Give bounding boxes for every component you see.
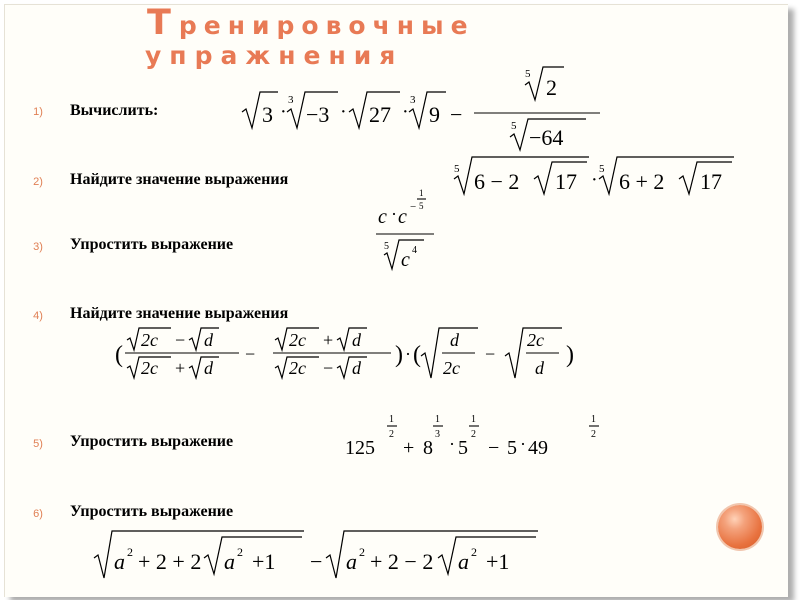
svg-text:6 + 2: 6 + 2: [619, 169, 665, 194]
svg-text:2: 2: [237, 545, 243, 559]
slide-title-line-2: упражнения: [145, 41, 404, 70]
task-number-2: 2): [33, 176, 43, 188]
svg-text:a: a: [114, 549, 125, 574]
svg-text:2c: 2c: [289, 358, 306, 378]
svg-text:c: c: [398, 206, 407, 228]
svg-text:−: −: [410, 201, 417, 213]
svg-text:2c: 2c: [141, 330, 158, 350]
svg-text:d: d: [352, 330, 361, 350]
svg-text:·: ·: [591, 169, 598, 191]
svg-text:−: −: [485, 344, 496, 364]
svg-text:+1: +1: [486, 549, 510, 574]
svg-text:d: d: [450, 330, 459, 350]
svg-text:(: (: [413, 342, 421, 368]
svg-text:): ): [395, 342, 403, 368]
svg-text:·: ·: [340, 101, 347, 123]
title-rest: ренировочные: [178, 11, 475, 40]
svg-text:49: 49: [528, 437, 548, 459]
svg-text:−: −: [310, 549, 323, 574]
task-number-6: 6): [33, 508, 43, 520]
svg-text:c: c: [401, 249, 410, 271]
task-label-3: Упростить выражение: [70, 236, 234, 253]
svg-text:3: 3: [262, 102, 273, 127]
svg-text:+: +: [175, 358, 186, 378]
svg-text:3: 3: [435, 429, 440, 440]
formula-6: [92, 528, 572, 583]
svg-text:+: +: [403, 437, 415, 459]
task-number-1: 1): [33, 106, 43, 118]
svg-text:1: 1: [471, 414, 476, 425]
svg-text:17: 17: [700, 169, 722, 194]
svg-text:2c: 2c: [289, 330, 306, 350]
svg-text:·: ·: [402, 101, 409, 123]
svg-text:5: 5: [384, 241, 389, 252]
svg-text:1: 1: [435, 414, 440, 425]
svg-text:−: −: [323, 358, 334, 378]
svg-text:5: 5: [507, 437, 517, 459]
svg-text:17: 17: [555, 169, 577, 194]
svg-text:2: 2: [389, 429, 394, 440]
svg-text:2: 2: [471, 429, 476, 440]
decorative-orb: [718, 505, 762, 549]
svg-text:a: a: [224, 549, 235, 574]
svg-text:−: −: [245, 344, 256, 364]
svg-text:1: 1: [389, 414, 394, 425]
svg-text:d: d: [204, 358, 213, 378]
svg-text:c: c: [378, 206, 387, 228]
svg-text:3: 3: [410, 94, 416, 106]
svg-text:d: d: [352, 358, 361, 378]
svg-text:2: 2: [359, 545, 365, 559]
formula-3: [374, 186, 444, 271]
svg-text:a: a: [346, 549, 357, 574]
svg-text:2: 2: [127, 545, 133, 559]
svg-text:−64: −64: [529, 125, 564, 150]
formula-4: [115, 326, 585, 381]
svg-text:+ 2 − 2: + 2 − 2: [370, 549, 434, 574]
svg-text:): ): [566, 342, 574, 368]
svg-text:1: 1: [591, 414, 596, 425]
svg-text:125: 125: [345, 437, 375, 459]
svg-text:6 − 2: 6 − 2: [474, 169, 520, 194]
task-label-4: Найдите значение выражения: [70, 305, 289, 322]
svg-text:5: 5: [511, 120, 517, 132]
svg-text:2: 2: [471, 545, 477, 559]
svg-text:−3: −3: [306, 102, 330, 127]
svg-text:1: 1: [419, 188, 424, 198]
svg-text:−: −: [175, 330, 186, 350]
svg-text:9: 9: [429, 102, 440, 127]
svg-text:4: 4: [412, 245, 417, 256]
svg-text:·: ·: [449, 434, 455, 454]
svg-text:5: 5: [419, 201, 424, 211]
slide-title-line-1: [147, 3, 475, 43]
formula-5: [345, 410, 615, 460]
task-label-1: Вычислить:: [70, 102, 159, 119]
svg-text:+: +: [323, 330, 334, 350]
svg-text:5: 5: [525, 68, 531, 80]
svg-text:2: 2: [591, 429, 596, 440]
svg-text:2c: 2c: [443, 358, 460, 378]
svg-text:5: 5: [454, 163, 460, 175]
svg-text:−: −: [488, 437, 500, 459]
svg-text:a: a: [458, 549, 469, 574]
formula-1: [236, 65, 606, 150]
formula-2: [452, 152, 752, 202]
svg-text:·: ·: [280, 101, 287, 123]
svg-text:5: 5: [599, 163, 605, 175]
title-initial-letter: Т: [147, 3, 179, 43]
svg-text:·: ·: [391, 204, 397, 224]
svg-text:+ 2 + 2: + 2 + 2: [138, 549, 202, 574]
task-number-3: 3): [33, 241, 43, 253]
svg-text:·: ·: [405, 344, 411, 364]
task-number-5: 5): [33, 438, 43, 450]
task-label-5: Упростить выражение: [70, 433, 234, 450]
task-label-6: Упростить выражение: [70, 503, 234, 520]
svg-text:5: 5: [458, 437, 468, 459]
svg-text:d: d: [535, 358, 544, 378]
svg-text:−: −: [450, 102, 463, 127]
svg-text:2c: 2c: [527, 330, 544, 350]
svg-text:+1: +1: [252, 549, 276, 574]
svg-text:2: 2: [546, 75, 557, 100]
task-label-2: Найдите значение выражения: [70, 171, 289, 188]
task-number-4: 4): [33, 310, 43, 322]
svg-text:d: d: [204, 330, 213, 350]
svg-text:8: 8: [423, 437, 433, 459]
svg-text:2c: 2c: [141, 358, 158, 378]
svg-text:·: ·: [520, 434, 526, 454]
svg-text:27: 27: [369, 102, 391, 127]
svg-text:3: 3: [288, 94, 294, 106]
svg-text:(: (: [115, 342, 123, 368]
